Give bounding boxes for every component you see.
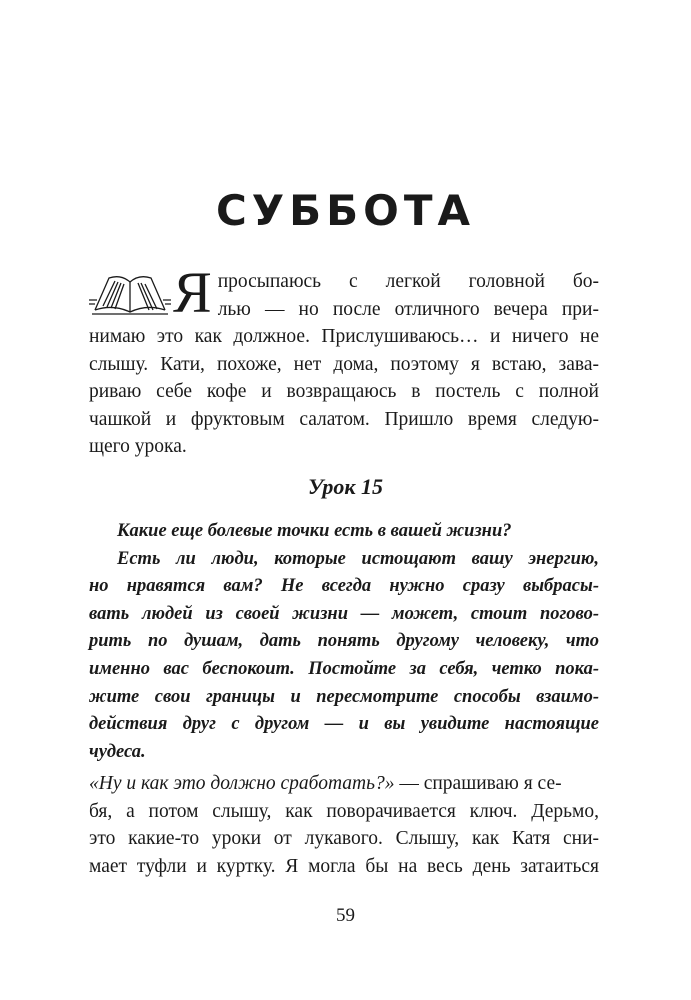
drop-cap: Я	[173, 260, 212, 325]
chapter-title: СУББОТА	[215, 186, 476, 235]
text-line: риваю себе кофе и возвращаюсь в постель с полной	[89, 381, 599, 402]
text-line: вать людей из своей жизни — может, стоит погово-	[89, 603, 599, 624]
opening-first-lines	[89, 260, 599, 325]
closing-paragraph	[89, 770, 599, 880]
text-line: щего урока.	[89, 436, 187, 457]
text-line: просыпаюсь с легкой головной бо-	[217, 271, 599, 292]
lesson-heading: Урок 15	[307, 474, 384, 499]
lesson-text	[89, 518, 599, 766]
text-line: лью — но после отличного вечера при-	[217, 298, 599, 320]
text-line: бя, а потом слышу, как поворачивается ключ. Дерьмо,	[89, 800, 599, 822]
text-line: именно вас беспокоит. Постойте за себя, четко пока-	[89, 658, 599, 679]
inner-quote: «Ну и как это должно сработать?»	[89, 773, 395, 794]
text-line: Есть ли люди, которые истощают вашу энергию,	[117, 548, 599, 569]
page-number: 59	[336, 905, 355, 926]
text-line: это какие-то уроки от лукавого. Слышу, как Катя сни-	[89, 828, 599, 849]
opening-paragraph	[89, 260, 599, 461]
text-line: слышу. Кати, похоже, нет дома, поэтому я встаю, зава-	[89, 353, 599, 375]
text-fragment: — спрашиваю я се-	[394, 773, 562, 794]
text-line: жите свои границы и пересмотрите способы взаимо-	[89, 686, 599, 707]
text-line: мает туфли и куртку. Я могла бы на весь день затаиться	[89, 855, 599, 877]
text-line	[89, 770, 599, 798]
text-line: Какие еще болевые точки есть в вашей жизни?	[117, 521, 512, 541]
text-line: но нравятся вам? Не всегда нужно сразу выбрасы-	[89, 576, 599, 597]
text-line: рить по душам, дать понять другому человеку, что	[89, 631, 599, 652]
text-line: нимаю это как должное. Прислушиваюсь… и ничего не	[89, 326, 599, 347]
text-line: чашкой и фруктовым салатом. Пришло время следую-	[89, 408, 599, 430]
drop-cap-rows	[218, 268, 599, 323]
text-line: чудеса.	[89, 741, 146, 762]
text-line: действия друг с другом — и вы увидите настоящие	[89, 714, 599, 735]
open-book-icon	[89, 270, 171, 316]
